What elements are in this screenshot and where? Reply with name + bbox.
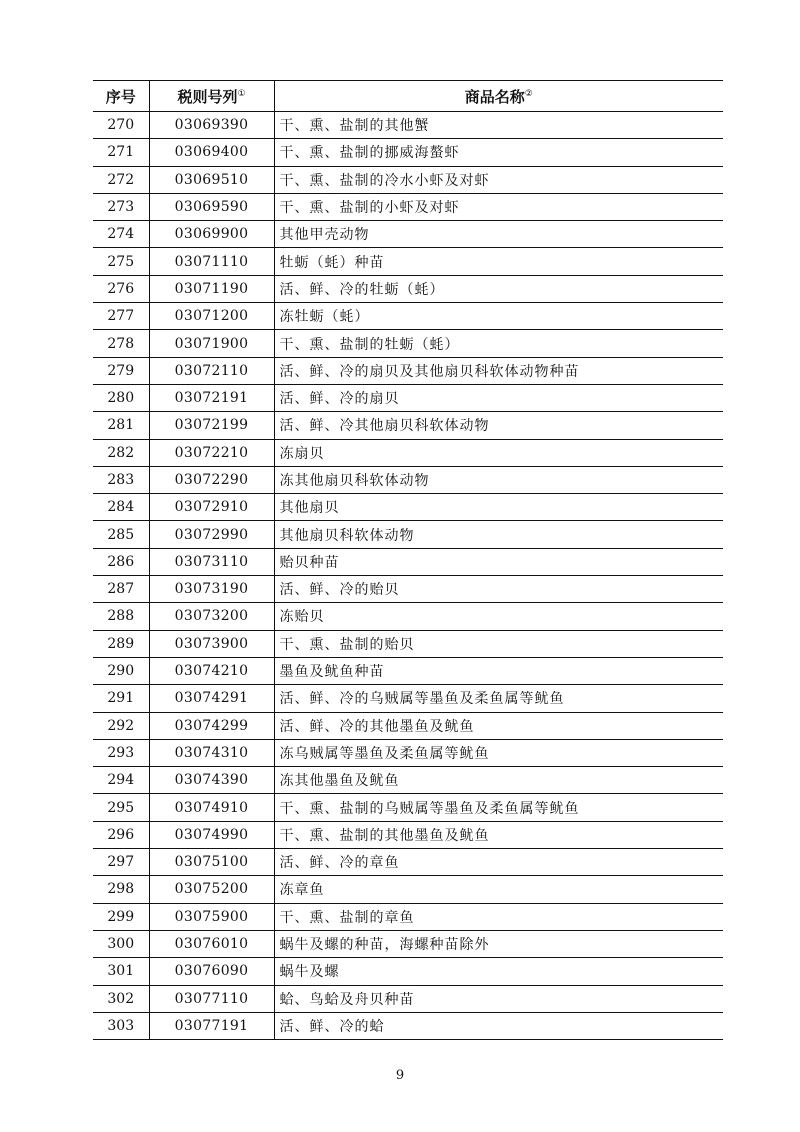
cell-name: 干、熏、盐制的其他蟹 [274,112,723,139]
cell-seq: 294 [93,767,149,794]
cell-seq: 295 [93,794,149,821]
cell-name: 冻其他扇贝科软体动物 [274,466,723,493]
table-row [93,521,723,548]
cell-name: 干、熏、盐制的挪威海螯虾 [274,139,723,166]
cell-name: 活、鲜、冷的乌贼属等墨鱼及柔鱼属等鱿鱼 [274,685,723,712]
table-row [93,248,723,275]
table-header-row [93,81,723,112]
cell-name: 活、鲜、冷的蛤 [274,1012,723,1039]
table-row [93,985,723,1012]
cell-seq: 282 [93,439,149,466]
cell-code: 03077191 [149,1012,274,1039]
table-row [93,139,723,166]
cell-seq: 280 [93,384,149,411]
table-row [93,275,723,302]
cell-name: 其他扇贝科软体动物 [274,521,723,548]
cell-seq: 285 [93,521,149,548]
cell-seq: 302 [93,985,149,1012]
tariff-table [93,80,723,1040]
cell-seq: 273 [93,193,149,220]
cell-name: 其他甲壳动物 [274,221,723,248]
cell-seq: 283 [93,466,149,493]
cell-name: 冻乌贼属等墨鱼及柔鱼属等鱿鱼 [274,739,723,766]
cell-name: 干、熏、盐制的乌贼属等墨鱼及柔鱼属等鱿鱼 [274,794,723,821]
cell-name: 干、熏、盐制的贻贝 [274,630,723,657]
cell-code: 03072210 [149,439,274,466]
table-row [93,193,723,220]
cell-name: 活、鲜、冷的章鱼 [274,849,723,876]
cell-code: 03072199 [149,412,274,439]
cell-seq: 272 [93,166,149,193]
cell-name: 干、熏、盐制的章鱼 [274,903,723,930]
table-row [93,767,723,794]
cell-seq: 275 [93,248,149,275]
table-row [93,657,723,684]
cell-name: 干、熏、盐制的冷水小虾及对虾 [274,166,723,193]
cell-seq: 278 [93,330,149,357]
cell-code: 03069390 [149,112,274,139]
table-row [93,330,723,357]
cell-name: 活、鲜、冷其他扇贝科软体动物 [274,412,723,439]
cell-code: 03074291 [149,685,274,712]
cell-code: 03069900 [149,221,274,248]
cell-name: 冻章鱼 [274,876,723,903]
cell-name: 蛤、鸟蛤及舟贝种苗 [274,985,723,1012]
cell-name: 冻贻贝 [274,603,723,630]
cell-code: 03073200 [149,603,274,630]
cell-seq: 274 [93,221,149,248]
header-code: 税则号列① [149,81,274,112]
header-name: 商品名称② [274,81,723,112]
cell-seq: 287 [93,576,149,603]
cell-seq: 292 [93,712,149,739]
header-seq: 序号 [93,81,149,112]
cell-seq: 296 [93,821,149,848]
cell-name: 活、鲜、冷的牡蛎（蚝） [274,275,723,302]
table-row [93,739,723,766]
table-row [93,685,723,712]
cell-code: 03075900 [149,903,274,930]
cell-name: 牡蛎（蚝）种苗 [274,248,723,275]
cell-code: 03075100 [149,849,274,876]
cell-code: 03077110 [149,985,274,1012]
table-row [93,876,723,903]
page-number: 9 [395,1068,405,1083]
cell-code: 03074299 [149,712,274,739]
cell-seq: 297 [93,849,149,876]
cell-name: 贻贝种苗 [274,548,723,575]
header-code-note: ① [237,88,246,99]
cell-code: 03069590 [149,193,274,220]
table-row [93,166,723,193]
cell-name: 干、熏、盐制的其他墨鱼及鱿鱼 [274,821,723,848]
cell-code: 03072191 [149,384,274,411]
table-row [93,712,723,739]
cell-name: 干、熏、盐制的小虾及对虾 [274,193,723,220]
cell-name: 墨鱼及鱿鱼种苗 [274,657,723,684]
cell-seq: 291 [93,685,149,712]
cell-name: 冻其他墨鱼及鱿鱼 [274,767,723,794]
cell-seq: 288 [93,603,149,630]
table-row [93,112,723,139]
cell-name: 活、鲜、冷的贻贝 [274,576,723,603]
cell-seq: 270 [93,112,149,139]
table-row [93,849,723,876]
cell-seq: 290 [93,657,149,684]
cell-name: 蜗牛及螺 [274,958,723,985]
table-row [93,794,723,821]
cell-seq: 279 [93,357,149,384]
header-name-note: ② [524,88,533,99]
cell-code: 03074310 [149,739,274,766]
table-row [93,576,723,603]
cell-code: 03076090 [149,958,274,985]
table-row [93,603,723,630]
table-row [93,494,723,521]
table-row [93,930,723,957]
cell-code: 03074390 [149,767,274,794]
cell-code: 03073190 [149,576,274,603]
cell-name: 活、鲜、冷的扇贝 [274,384,723,411]
table-row [93,958,723,985]
cell-code: 03076010 [149,930,274,957]
table-body [93,112,723,1040]
cell-code: 03072990 [149,521,274,548]
cell-name: 其他扇贝 [274,494,723,521]
cell-seq: 284 [93,494,149,521]
cell-code: 03072910 [149,494,274,521]
cell-name: 活、鲜、冷的其他墨鱼及鱿鱼 [274,712,723,739]
cell-seq: 276 [93,275,149,302]
cell-code: 03071190 [149,275,274,302]
table-row [93,384,723,411]
cell-code: 03073900 [149,630,274,657]
cell-name: 蜗牛及螺的种苗，海螺种苗除外 [274,930,723,957]
cell-code: 03069510 [149,166,274,193]
table-row [93,630,723,657]
cell-code: 03073110 [149,548,274,575]
cell-seq: 299 [93,903,149,930]
cell-name: 活、鲜、冷的扇贝及其他扇贝科软体动物种苗 [274,357,723,384]
cell-seq: 301 [93,958,149,985]
table-row [93,548,723,575]
cell-name: 冻牡蛎（蚝） [274,303,723,330]
table-row [93,412,723,439]
table-row [93,1012,723,1039]
cell-seq: 300 [93,930,149,957]
table-row [93,466,723,493]
cell-seq: 277 [93,303,149,330]
table-row [93,357,723,384]
cell-code: 03075200 [149,876,274,903]
table-row [93,903,723,930]
cell-code: 03071110 [149,248,274,275]
cell-seq: 286 [93,548,149,575]
cell-code: 03074210 [149,657,274,684]
cell-seq: 281 [93,412,149,439]
cell-seq: 303 [93,1012,149,1039]
cell-name: 干、熏、盐制的牡蛎（蚝） [274,330,723,357]
cell-code: 03072110 [149,357,274,384]
cell-code: 03072290 [149,466,274,493]
table-row [93,221,723,248]
cell-seq: 293 [93,739,149,766]
cell-code: 03074910 [149,794,274,821]
table-row [93,439,723,466]
cell-seq: 289 [93,630,149,657]
cell-code: 03071900 [149,330,274,357]
cell-name: 冻扇贝 [274,439,723,466]
cell-code: 03074990 [149,821,274,848]
cell-seq: 271 [93,139,149,166]
table-row [93,821,723,848]
cell-code: 03071200 [149,303,274,330]
cell-seq: 298 [93,876,149,903]
cell-code: 03069400 [149,139,274,166]
table-row [93,303,723,330]
